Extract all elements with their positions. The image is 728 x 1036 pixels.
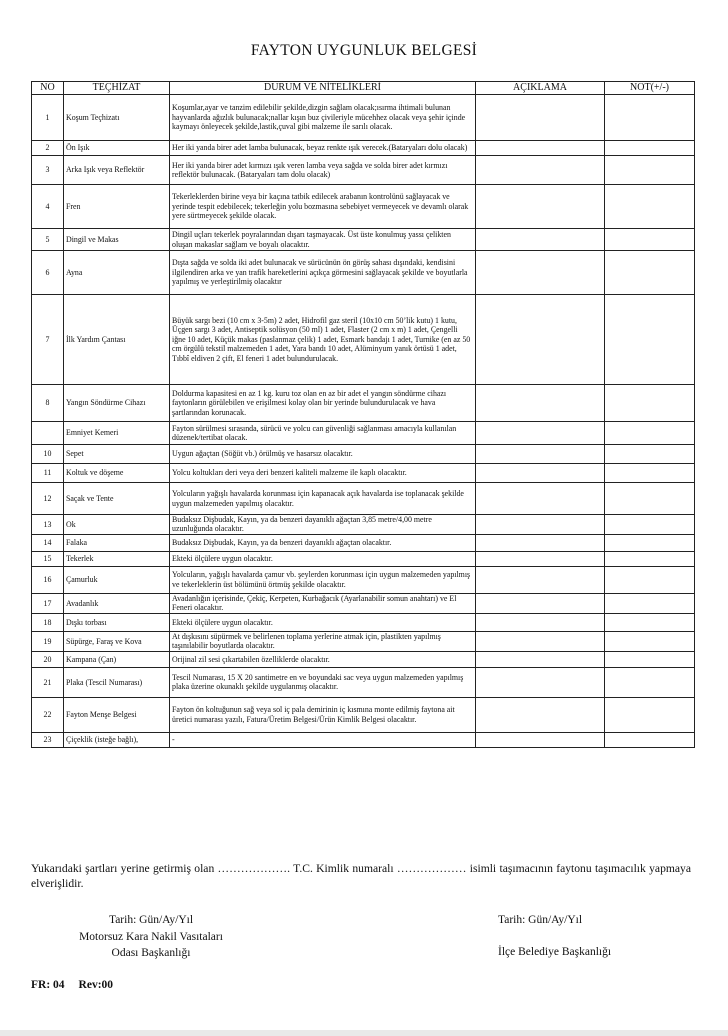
explanation-cell <box>476 385 605 422</box>
equipment-name: Ön Işık <box>64 141 170 156</box>
note-cell <box>605 95 695 141</box>
header-no: NO <box>32 82 64 95</box>
equipment-name: Ok <box>64 515 170 535</box>
table-row <box>32 613 695 631</box>
condition-text: Her iki yanda birer adet kırmızı ışık veren lamba veya sağda ve solda birer adet kırmızı reflektör bulunacak. (Bataryaları tam dolu olacak) <box>170 156 476 185</box>
row-number: 20 <box>32 651 64 667</box>
explanation-cell <box>476 464 605 483</box>
condition-text: Dışta sağda ve solda iki adet bulunacak ve sürücünün ön görüş sahası dışındaki, kendisini ilgilendiren arka ve yan trafik hareketlerini açıkça görmesini sağlayacak şekilde ve boyutlarla yapılmış ve yerleştirilmiş olacaktır <box>170 251 476 295</box>
equipment-name: Koltuk ve döşeme <box>64 464 170 483</box>
explanation-cell <box>476 95 605 141</box>
table-row <box>32 593 695 613</box>
row-number: 2 <box>32 141 64 156</box>
explanation-cell <box>476 593 605 613</box>
explanation-cell <box>476 551 605 566</box>
note-cell <box>605 185 695 229</box>
note-cell <box>605 422 695 445</box>
row-number: 1 <box>32 95 64 141</box>
note-cell <box>605 515 695 535</box>
row-number: 6 <box>32 251 64 295</box>
note-cell <box>605 631 695 651</box>
equipment-name: Sepet <box>64 445 170 464</box>
left-signature-office-line1: Motorsuz Kara Nakil Vasıtaları <box>79 930 223 943</box>
row-number: 22 <box>32 697 64 732</box>
note-cell <box>605 613 695 631</box>
equipment-name: İlk Yardım Çantası <box>64 295 170 385</box>
equipment-name: Arka Işık veya Reflektör <box>64 156 170 185</box>
explanation-cell <box>476 251 605 295</box>
row-number: 19 <box>32 631 64 651</box>
explanation-cell <box>476 697 605 732</box>
explanation-cell <box>476 156 605 185</box>
row-number: 21 <box>32 667 64 697</box>
note-cell <box>605 251 695 295</box>
table-row <box>32 229 695 251</box>
explanation-cell <box>476 229 605 251</box>
row-number: 8 <box>32 385 64 422</box>
equipment-name: Fayton Menşe Belgesi <box>64 697 170 732</box>
note-cell <box>605 551 695 566</box>
explanation-cell <box>476 613 605 631</box>
explanation-cell <box>476 566 605 593</box>
explanation-cell <box>476 667 605 697</box>
note-cell <box>605 593 695 613</box>
left-signature-block <box>51 912 251 962</box>
note-cell <box>605 667 695 697</box>
note-cell <box>605 697 695 732</box>
form-number: FR: 04 <box>31 979 65 991</box>
explanation-cell <box>476 445 605 464</box>
explanation-cell <box>476 534 605 551</box>
condition-text: Ekteki ölçülere uygun olacaktır. <box>170 613 476 631</box>
condition-text: Fayton sürülmesi sırasında, sürücü ve yolcu can güvenliği sağlanması amacıyla kullanılan düzenek/tertibat olacak. <box>170 422 476 445</box>
explanation-cell <box>476 185 605 229</box>
equipment-name: Emniyet Kemeri <box>64 422 170 445</box>
row-number: 23 <box>32 732 64 747</box>
table-row <box>32 651 695 667</box>
table-row <box>32 667 695 697</box>
explanation-cell <box>476 732 605 747</box>
row-number: 14 <box>32 534 64 551</box>
inspection-table <box>31 81 695 748</box>
row-number <box>32 422 64 445</box>
table-row <box>32 185 695 229</box>
equipment-name: Dışkı torbası <box>64 613 170 631</box>
condition-text: Orijinal zil sesi çıkartabilen özelliklerde olacaktır. <box>170 651 476 667</box>
row-number: 13 <box>32 515 64 535</box>
equipment-name: Saçak ve Tente <box>64 483 170 515</box>
right-signature-office: İlçe Belediye Başkanlığı <box>498 946 612 958</box>
row-number: 17 <box>32 593 64 613</box>
header-condition: DURUM VE NİTELİKLERİ <box>170 82 476 95</box>
condition-text: Budaksız Dişbudak, Kayın, ya da benzeri dayanıklı ağaçtan 3,85 metre/4,00 metre uzunluğunda olacaktır. <box>170 515 476 535</box>
condition-text: Fayton ön koltuğunun sağ veya sol iç pala demirinin iç kısmına monte edilmiş faytona ait üretici numarası yazılı, Fatura/Üretim Belgesi/Ürün Kimlik Belgesi olacaktır. <box>170 697 476 732</box>
table-header-row <box>32 82 695 95</box>
equipment-name: Avadanlık <box>64 593 170 613</box>
table-row <box>32 422 695 445</box>
row-number: 5 <box>32 229 64 251</box>
note-cell <box>605 464 695 483</box>
equipment-name: Yangın Söndürme Cihazı <box>64 385 170 422</box>
equipment-name: Kampana (Çan) <box>64 651 170 667</box>
equipment-name: Ayna <box>64 251 170 295</box>
explanation-cell <box>476 515 605 535</box>
condition-text: Budaksız Dişbudak, Kayın, ya da benzeri dayanıklı ağaçtan olacaktır. <box>170 534 476 551</box>
form-code <box>31 979 127 991</box>
note-cell <box>605 385 695 422</box>
equipment-name: Koşum Teçhizatı <box>64 95 170 141</box>
condition-text: Tescil Numarası, 15 X 20 santimetre en ve boyundaki sac veya uygun malzemeden yapılmış plaka üzerine okunaklı şekilde uygulanmış olacaktır. <box>170 667 476 697</box>
row-number: 3 <box>32 156 64 185</box>
equipment-name: Çamurluk <box>64 566 170 593</box>
condition-text: Yolcu koltukları deri veya deri benzeri kaliteli malzeme ile kaplı olacaktır. <box>170 464 476 483</box>
document-title: FAYTON UYGUNLUK BELGESİ <box>250 42 478 59</box>
explanation-cell <box>476 295 605 385</box>
header-note: NOT(+/-) <box>605 82 695 95</box>
explanation-cell <box>476 141 605 156</box>
condition-text: At dışkısını süpürmek ve belirlenen toplama yerlerine atmak için, plastikten yapılmış taşınılabilir boyutlarda olacaktır. <box>170 631 476 651</box>
equipment-name: Fren <box>64 185 170 229</box>
condition-text: Dingil uçları tekerlek poyralarından dışarı taşmayacak. Üst üste konulmuş yassı çelikten oluşan makaslar sağlam ve boyalı olacaktır. <box>170 229 476 251</box>
condition-text: Büyük sargı bezi (10 cm x 3-5m) 2 adet, Hidrofil gaz steril (10x10 cm 50’lik kutu) 1 kutu, Üçgen sargı 3 adet, Antiseptik solüsyon (50 ml) 1 adet, Flaster (2 cm x m) 1 adet, Çengelli iğne 10 adet, Küçük makas (paslanmaz çelik) 1 adet, Esmark bandajı 1 adet, Turnike (en az 50 cm örgülü tekstil malzemeden 1 adet, Yara bandı 10 adet, Alüminyum yanık örtüsü 1 adet, Tıbbî eldiven 2 çift, El feneri 1 adet bulundurulacak. <box>170 295 476 385</box>
condition-text: Uygun ağaçtan (Söğüt vb.) örülmüş ve hasarsız olacaktır. <box>170 445 476 464</box>
note-cell <box>605 156 695 185</box>
row-number: 15 <box>32 551 64 566</box>
table-row <box>32 141 695 156</box>
note-cell <box>605 732 695 747</box>
table-row <box>32 385 695 422</box>
equipment-name: Falaka <box>64 534 170 551</box>
table-row <box>32 295 695 385</box>
table-row <box>32 534 695 551</box>
right-signature-date: Tarih: Gün/Ay/Yıl <box>498 914 583 926</box>
table-row <box>32 251 695 295</box>
equipment-name: Plaka (Tescil Numarası) <box>64 667 170 697</box>
condition-text: Her iki yanda birer adet lamba bulunacak, beyaz renkte ışık verecek.(Bataryaları dolu olacak) <box>170 141 476 156</box>
row-number: 10 <box>32 445 64 464</box>
equipment-name: Tekerlek <box>64 551 170 566</box>
table-row <box>32 551 695 566</box>
row-number: 12 <box>32 483 64 515</box>
note-cell <box>605 534 695 551</box>
condition-text: Koşumlar,ayar ve tanzim edilebilir şekilde,dizgin sağlam olacak;ısırma ihtimali bulunan hayvanlarda ağızlık bulunacak;nallar kışın buz çivileriyle mücehhez olacak veya şehir içinde kaymayı önleyecek şekilde,lastik,çuval gibi malzeme ile sarılı olacak. <box>170 95 476 141</box>
condition-text: Doldurma kapasitesi en az 1 kg. kuru toz olan en az bir adet el yangın söndürme cihazı faytonların görülebilen ve erişilmesi kolay olan bir yerinde bulundurulacak ve hava şartlarından korunacak. <box>170 385 476 422</box>
condition-text: Avadanlığın içerisinde, Çekiç, Kerpeten, Kurbağacık (Ayarlanabilir somun anahtarı) ve El Feneri olacaktır. <box>170 593 476 613</box>
table-body <box>32 95 695 748</box>
table-row <box>32 566 695 593</box>
condition-text: Ekteki ölçülere uygun olacaktır. <box>170 551 476 566</box>
row-number: 4 <box>32 185 64 229</box>
form-revision: Rev:00 <box>78 979 114 991</box>
condition-text: Tekerleklerden birine veya bir kaçına tatbik edilecek arabanın kontrolünü sağlayacak ve yerinde tespit edebilecek; tekerleğin yolu bozmasına sebebiyet vermeyecek ve devamlı olarak yere sürtmeyecek şekilde olacak. <box>170 185 476 229</box>
note-cell <box>605 229 695 251</box>
explanation-cell <box>476 651 605 667</box>
row-number: 18 <box>32 613 64 631</box>
equipment-name: Dingil ve Makas <box>64 229 170 251</box>
page-bottom-edge <box>0 1030 728 1036</box>
condition-text: Yolcuların, yağışlı havalarda çamur vb. şeylerden korunması için uygun malzemeden yapılmış ve tekerleklerin üst bölümünü örtmüş şekilde olacaktır. <box>170 566 476 593</box>
header-equipment: TEÇHİZAT <box>64 82 170 95</box>
note-cell <box>605 141 695 156</box>
note-cell <box>605 445 695 464</box>
table-row <box>32 483 695 515</box>
table-row <box>32 95 695 141</box>
table-row <box>32 515 695 535</box>
note-cell <box>605 566 695 593</box>
explanation-cell <box>476 483 605 515</box>
condition-text: - <box>170 732 476 747</box>
note-cell <box>605 651 695 667</box>
eligibility-statement: Yukarıdaki şartları yerine getirmiş olan ………………. T.C. Kimlik numaralı ……………… isimli taşımacının faytonu taşımacılık yapmaya elverişlidir. <box>31 862 691 891</box>
table-row <box>32 445 695 464</box>
equipment-name: Çiçeklik (isteğe bağlı), <box>64 732 170 747</box>
table-row <box>32 697 695 732</box>
note-cell <box>605 295 695 385</box>
row-number: 16 <box>32 566 64 593</box>
table-row <box>32 732 695 747</box>
condition-text: Yolcuların yağışlı havalarda korunması için kapanacak açık havalarda ise toplanacak şekilde uygun malzemeden yapılmış olacaktır. <box>170 483 476 515</box>
table-row <box>32 156 695 185</box>
left-signature-office-line2: Odası Başkanlığı <box>111 947 191 960</box>
row-number: 11 <box>32 464 64 483</box>
header-explanation: AÇIKLAMA <box>476 82 605 95</box>
note-cell <box>605 483 695 515</box>
table-row <box>32 464 695 483</box>
row-number: 7 <box>32 295 64 385</box>
equipment-name: Süpürge, Faraş ve Kova <box>64 631 170 651</box>
table-row <box>32 631 695 651</box>
explanation-cell <box>476 631 605 651</box>
left-signature-date: Tarih: Gün/Ay/Yıl <box>108 914 194 926</box>
explanation-cell <box>476 422 605 445</box>
